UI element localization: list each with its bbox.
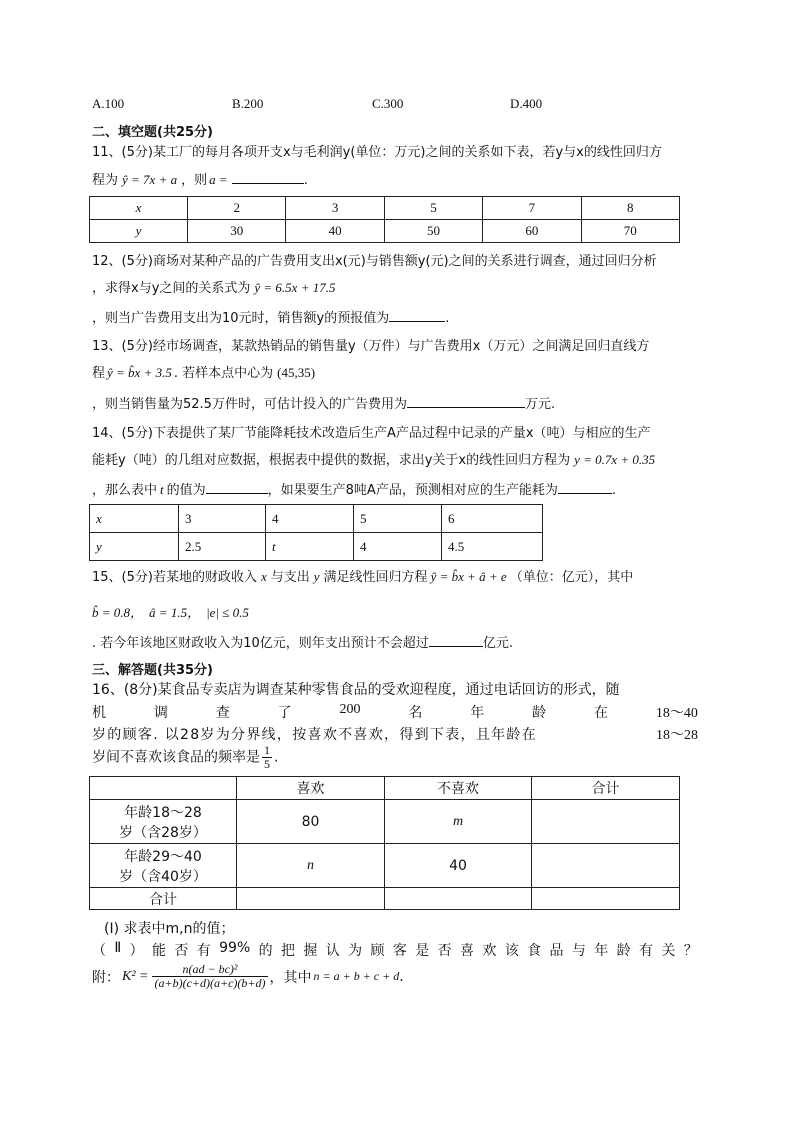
question-text: 岁间不喜欢该食品的频率是 $\frac{1}{5}$ .	[92, 743, 279, 771]
sub-question-char: 的	[258, 943, 273, 959]
sub-question-char: 食	[527, 943, 542, 959]
sub-question-char: 与	[571, 943, 586, 959]
sub-question-char: 能	[152, 943, 167, 959]
sub-question-char: 顾	[370, 943, 385, 959]
table-row: 合计	[90, 888, 680, 910]
sub-question-char: 龄	[616, 943, 631, 959]
table-row: 年龄29～40 岁（含40岁） n 40	[90, 844, 680, 888]
data-table	[89, 504, 543, 561]
sub-question-char: 为	[348, 943, 363, 959]
sub-question: (Ⅰ) 求表中m,n的值；	[104, 921, 235, 937]
question-text: ，则当销售量为52.5万件时，可估计投入的广告费用为 万元.	[92, 397, 556, 412]
sub-question-char: ？	[683, 943, 698, 959]
fraction: $\frac{\text{n(ad − bc)²}}{(a+b)(c+d)(a+c)(b+d)}$	[154, 962, 266, 990]
sub-question-char: 否	[437, 943, 452, 959]
data-table	[89, 776, 680, 910]
question-text: 13、(5分)经市场调查，某款热销品的销售量y（万件）与广告费用x（万元）之间满足回归直线方	[92, 339, 650, 354]
data-table	[89, 196, 680, 243]
sub-question-char: 品	[549, 943, 564, 959]
choice-b: B.200	[232, 96, 264, 111]
question-text: b̂ = 0.8， â = 1.5， |e| ≤ 0.5	[92, 605, 249, 620]
sub-question-char: 握	[303, 943, 318, 959]
choice-d: D.400	[510, 96, 543, 111]
table-row: 年龄18～28 岁（含28岁） 80 m	[90, 800, 680, 844]
table-row: x 3 4 5 6	[90, 505, 543, 533]
sub-question-char: 该	[504, 943, 519, 959]
fraction: $\frac{1}{5}$	[264, 743, 270, 771]
choice-a: A.100	[92, 96, 125, 111]
answer-blank	[206, 481, 268, 494]
sub-question-char: 有	[639, 943, 654, 959]
table-row: y 30 40 50 60 70	[90, 220, 680, 243]
question-text: 程为 ŷ = 7x + a ，则 a = .	[92, 172, 308, 188]
question-text: . 若今年该地区财政收入为10亿元，则年支出预计不会超过 亿元.	[92, 636, 513, 651]
sub-question	[92, 940, 698, 960]
table-row: y 2.5 t 4 4.5	[90, 533, 543, 561]
question-text: ，求得x与y之间的关系式为 ŷ = 6.5x + 17.5	[92, 280, 336, 296]
question-text: ，则当广告费用支出为10元时，销售额y的预报值为 .	[92, 311, 450, 326]
sub-question-char: 认	[325, 943, 340, 959]
sub-question-char: 年	[594, 943, 609, 959]
question-text: 16、(8分)某食品专卖店为调查某种零售食品的受欢迎程度，通过电话回访的形式，随	[92, 682, 620, 698]
question-text: 12、(5分)商场对某种产品的广告费用支出x(元)与销售额y(元)之间的关系进行调查，通过回归分析	[92, 254, 657, 269]
table-row: x 2 3 5 7 8	[90, 197, 680, 220]
sub-question-char: ）	[129, 943, 144, 959]
answer-blank	[558, 481, 612, 494]
section-title: 二、填空题(共25分)	[92, 125, 213, 140]
question-text: 15、(5分)若某地的财政收入 x 与支出 y 满足线性回归方程 ŷ = b̂x + â + e （单位：亿元），其中	[92, 569, 634, 585]
sub-question-char: 把	[281, 943, 296, 959]
choice-c: C.300	[372, 96, 404, 111]
sub-question-char: 99%	[219, 940, 251, 956]
answer-blank	[232, 171, 304, 184]
answer-blank	[389, 309, 445, 322]
question-text: 能耗y（吨）的几组对应数据，根据表中提供的数据，求出y关于x的线性回归方程为 y = 0.7x + 0.35	[92, 452, 656, 468]
sub-question-char: 客	[392, 943, 407, 959]
sub-question-char: 否	[174, 943, 189, 959]
sub-question-char: 关	[661, 943, 676, 959]
section-title: 三、解答题(共35分)	[92, 663, 213, 678]
sub-question-char: 是	[415, 943, 430, 959]
table-row: 喜欢 不喜欢 合计	[90, 777, 680, 800]
sub-question-char: 欢	[482, 943, 497, 959]
formula: 附： K² = $\frac{\text{n(ad − bc)²}}{(a+b)(c+d)(a+c)(b+d)}$ ，其中 n = a + b + c + d .	[92, 962, 404, 990]
answer-blank	[429, 634, 483, 647]
question-text: 机 调 查 了 200 名 年 龄 在 18～40	[92, 702, 698, 721]
question-text: 岁的顾客. 以28岁为分界线，按喜欢不喜欢，得到下表，且年龄在 18～28	[92, 727, 698, 743]
question-text: ，那么表中 t 的值为 ，如果要生产8吨A产品，预测相对应的生产能耗为 .	[92, 482, 616, 498]
question-text: 14、(5分)下表提供了某厂节能降耗技术改造后生产A产品过程中记录的产量x（吨）与相应的生产	[92, 426, 651, 441]
answer-blank	[407, 395, 525, 408]
sub-question-char: Ⅱ	[114, 940, 122, 956]
question-text: 程 ŷ = b̂x + 3.5 . 若样本点中心为 (45,35)	[92, 365, 316, 381]
sub-question-char: 喜	[460, 943, 475, 959]
sub-question-char: （	[92, 943, 106, 959]
sub-question-char: 有	[196, 943, 211, 959]
question-text: 11、(5分)某工厂的每月各项开支x与毛利润y(单位：万元)之间的关系如下表，若y与x的线性回归方	[92, 145, 662, 160]
